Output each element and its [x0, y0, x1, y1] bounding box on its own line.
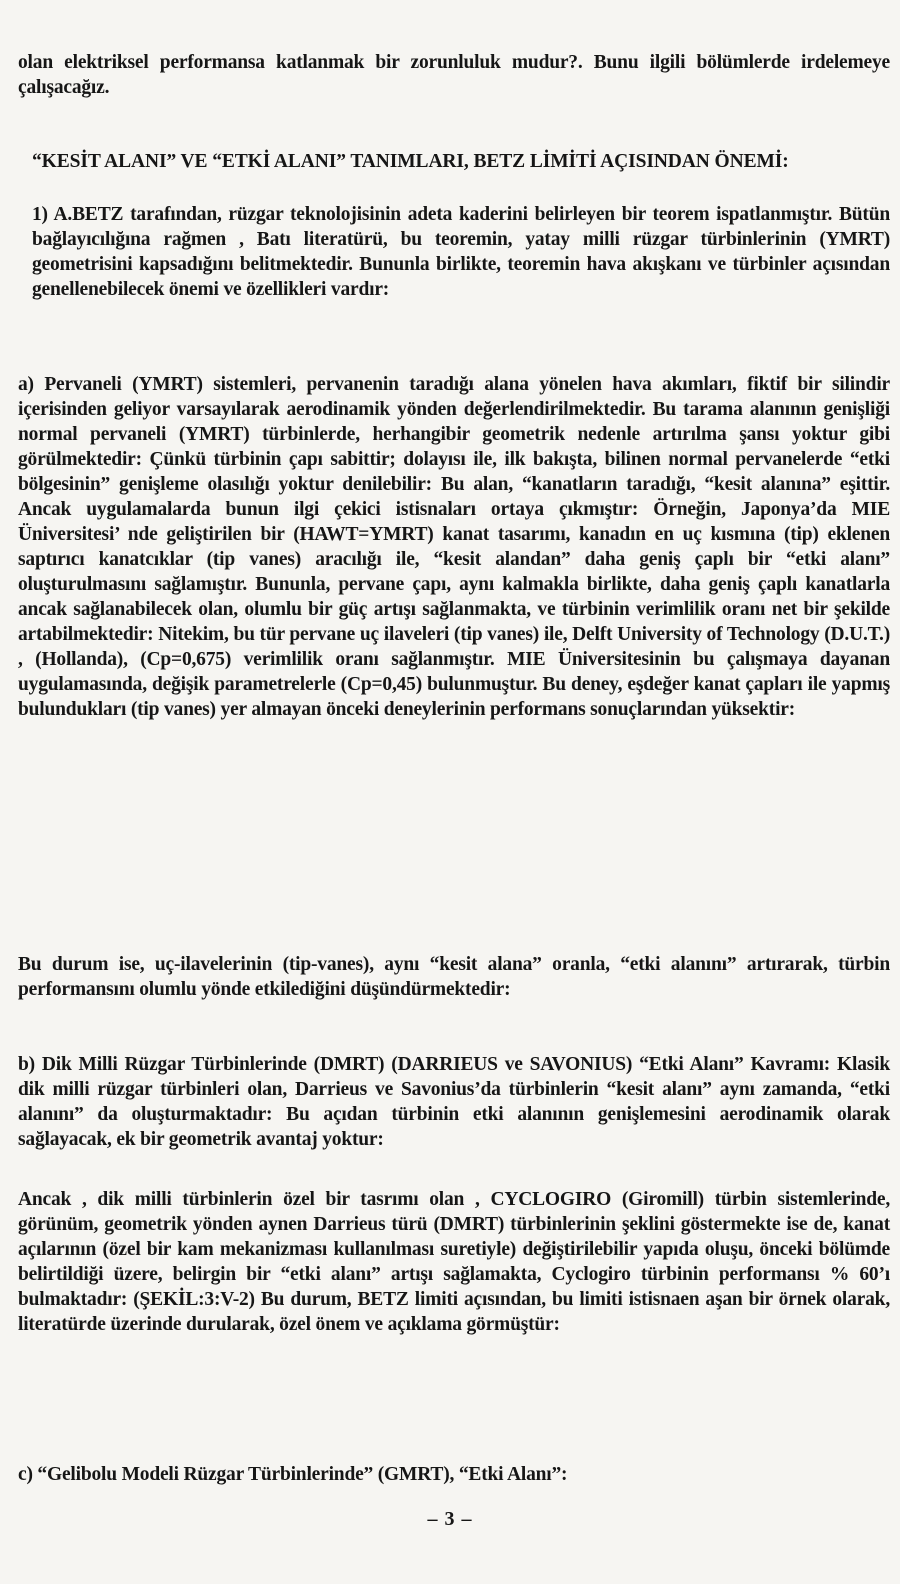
paragraph-a: a) Pervaneli (YMRT) sistemleri, pervanenin taradığı alana yönelen hava akımları, fiktif bir silindir içerisinden geliyor varsayılarak aerodinamik yönden değerlendirilmektedir. Bu tarama alanının genişliği normal pervaneli (YMRT) türbinlerde, herhangibir geometrik nedenle artırılma şansı yoktur gibi görülmektedir: Çünkü türbinin çapı sabittir; dolayısı ile, ilk bakışta, bilinen normal pervanelerde “etki bölgesinin” genişleme olasılığı yoktur denilebilir: Bu alan, “kanatların taradığı, “kesit alanına” eşittir. Ancak uygulamalarda bunun ilgi çekici istisnaları ortaya çıkmıştır: Örneğin, Japonya’da MIE Üniversitesi’ nde geliştirilen bir (HAWT=YMRT) kanat tasarımı, kanadın en uç kısmına (tip) eklenen saptırıcı kanatcıklar (tip vanes) aracılığı ile, “kesit alandan” daha geniş çaplı bir “etki alanı” oluşturulmasını sağlamıştır. Bununla, pervane çapı, aynı kalmakla birlikte, daha geniş çaplı kanatlarla ancak sağlanabilecek olan, olumlu bir güç artışı sağlanmakta, ve türbinin verimlilik oranı net bir şekilde artabilmektedir: Nitekim, bu tür pervane uç ilaveleri (tip vanes) ile, Delft University of Technology (D.U.T.) , (Hollanda), (Cp=0,675) verimlilik oranı sağlanmıştır. MIE Üniversitesinin bu çalışmaya dayanan uygulamasında, değişik parametrelerle (Cp=0,45) bulunmuştur. Bu deney, eşdeğer kanat çapları ile yapmış bulundukları (tip vanes) yer almayan önceki deneylerinin performans sonuçlarından yüksektir:	[18, 374, 890, 720]
section-heading: “KESİT ALANI” VE “ETKİ ALANI” TANIMLARI, BETZ LİMİTİ AÇISINDAN ÖNEMİ:	[32, 151, 789, 172]
page-number: – 3 –	[427, 1508, 473, 1530]
paragraph-summary: Bu durum ise, uç-ilavelerinin (tip-vanes), aynı “kesit alana” oranla, “etki alanını” artırarak, türbin performansını olumlu yönde etkilediğini düşündürmektedir:	[18, 954, 890, 1000]
paragraph-c: c) “Gelibolu Modeli Rüzgar Türbinlerinde” (GMRT), “Etki Alanı”:	[18, 1464, 568, 1485]
intro-paragraph: olan elektriksel performansa katlanmak bir zorunluluk mudur?. Bunu ilgili bölümlerde irdelemeye çalışacağız.	[18, 52, 890, 98]
paragraph-1: 1) A.BETZ tarafından, rüzgar teknolojisinin adeta kaderini belirleyen bir teorem ispatlanmıştır. Bütün bağlayıcılığına rağmen , Batı literatürü, bu teoremin, yatay milli rüzgar türbinlerinin (YMRT) geometrisini kapsadığını belitmektedir. Bununla birlikte, teoremin hava akışkanı ve türbinler açısından genellenebilecek önemi ve özellikleri vardır:	[32, 204, 890, 300]
paragraph-cyclogiro: Ancak , dik milli türbinlerin özel bir tasrımı olan , CYCLOGIRO (Giromill) türbin sistemlerinde, görünüm, geometrik yönden aynen Darrieus türü (DMRT) türbinlerinin şeklini göstermekte ise de, kanat açılarının (özel bir kam mekanizması kullanılması suretiyle) değiştirilebilir yapıda oluşu, önceki bölümde belirtildiği üzere, belirgin bir “etki alanı” artışı sağlamakta, Cyclogiro türbinin performansı % 60’ı bulmaktadır: (ŞEKİL:3:V-2) Bu durum, BETZ limiti açısından, bu limiti istisnaen aşan bir örnek olarak, literatürde üzerinde durularak, özel önem ve açıklama görmüştür:	[18, 1189, 890, 1335]
paragraph-b: b) Dik Milli Rüzgar Türbinlerinde (DMRT) (DARRIEUS ve SAVONIUS) “Etki Alanı” Kavramı: Klasik dik milli rüzgar türbinleri olan, Darrieus ve Savonius’da türbinlerin “kesit alanı” aynı zamanda, “etki alanını” da oluşturmaktadır: Bu açıdan türbinin etki alanının genişlemesini aerodinamik olarak sağlayacak, ek bir geometrik avantaj yoktur:	[18, 1054, 890, 1150]
document-page	[18, 42, 890, 1562]
